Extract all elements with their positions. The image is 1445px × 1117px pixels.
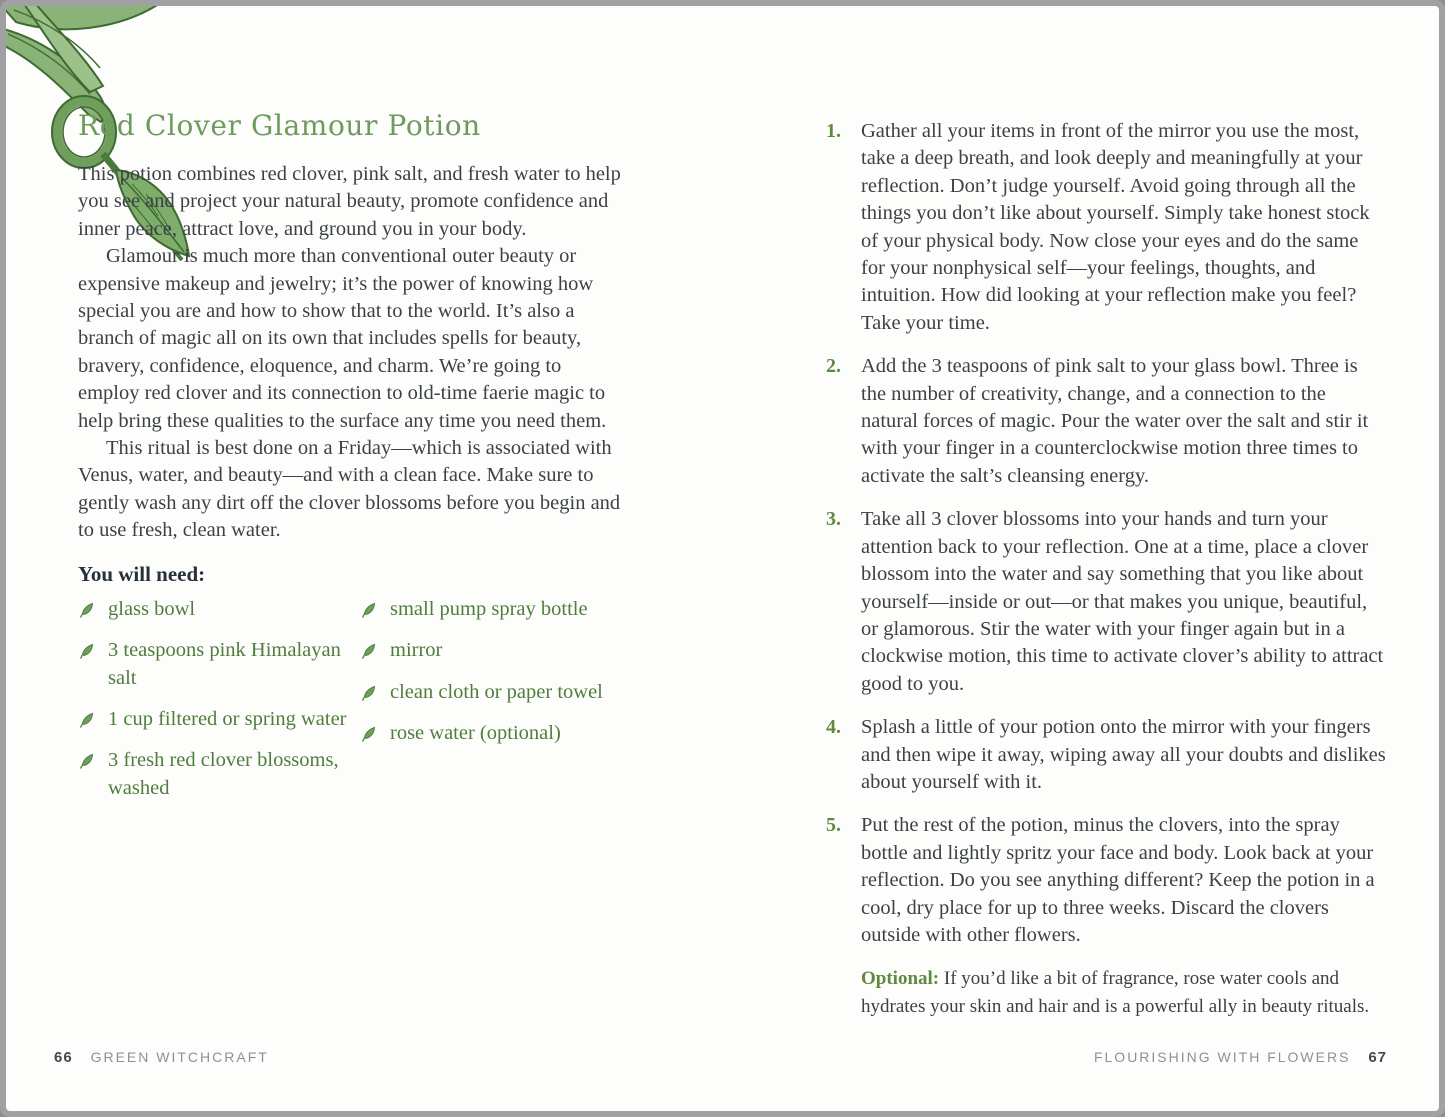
step-number: 3. — [826, 508, 841, 531]
step-number: 4. — [826, 716, 841, 739]
needs-heading: You will need: — [78, 561, 206, 586]
need-item-label: 1 cup filtered or spring water — [108, 707, 347, 730]
need-item-label: small pump spray bottle — [390, 597, 588, 620]
leaf-bullet-icon — [78, 712, 95, 729]
need-item — [78, 706, 360, 733]
need-item-label: rose water (optional) — [390, 721, 561, 744]
step-1 — [826, 118, 1386, 337]
need-item-label: glass bowl — [108, 597, 196, 620]
step-number: 2. — [826, 355, 841, 378]
step-text: Gather all your items in front of the mirror you use the most, take a deep breath, and look deeply and meaningfully at your reflection. Don’t judge yourself. Avoid going through all the things you don’t like about yourself. Simply take honest stock of your physical body. Now close your eyes and do the same for your nonphysical self—your feelings, thoughts, and intuition. How did looking at your reflection make you feel? Take your time. — [861, 120, 1370, 334]
need-item — [360, 637, 626, 664]
need-item — [360, 679, 626, 706]
step-text: Put the rest of the potion, minus the clovers, into the spray bottle and lightly spritz your face and body. Look back at your reflection. Do you see anything different? Keep the potion in a cool, dry place for up to three weeks. Discard the clovers outside with other flowers. — [861, 814, 1375, 946]
left-page-number: 66 — [54, 1049, 73, 1066]
need-item-label: mirror — [390, 639, 443, 662]
need-item — [78, 637, 360, 692]
right-page-footer — [1094, 1049, 1387, 1066]
need-item-label: clean cloth or paper towel — [390, 680, 603, 703]
intro-paragraph-2: Glamour is much more than conventional outer beauty or expensive makeup and jewelry; it’s the power of knowing how special you are and how to show that to the world. It’s also a branch of magic all on its own that includes spells for beauty, bravery, confidence, eloquence, and charm. We’re going to employ red clover and its connection to old-time faerie magic to help bring these qualities to the surface any time you need them. — [78, 245, 607, 432]
need-item-label: 3 fresh red clover blossoms, washed — [108, 749, 339, 799]
step-text: Splash a little of your potion onto the mirror with your fingers and then wipe it away, wiping away all your doubts and dislikes about yourself with it. — [861, 716, 1386, 793]
book-title: GREEN WITCHCRAFT — [90, 1049, 269, 1065]
leaf-bullet-icon — [360, 726, 377, 743]
optional-label: Optional: — [861, 968, 940, 990]
chapter-title: FLOURISHING WITH FLOWERS — [1093, 1049, 1351, 1065]
need-item — [360, 720, 626, 747]
leaf-bullet-icon — [360, 685, 377, 702]
intro-paragraph-1: This potion combines red clover, pink salt, and fresh water to help you see and project your natural beauty, promote confidence and inner peace, attract love, and ground you in your body. — [78, 163, 621, 240]
optional-note — [861, 965, 1386, 1021]
intro-paragraph-3: This ritual is best done on a Friday—which is associated with Venus, water, and beauty—and with a clean face. Make sure to gently wash any dirt off the clover blossoms before you begin and to use fresh, clean water. — [78, 437, 621, 542]
left-page — [78, 109, 626, 816]
need-item — [78, 596, 360, 623]
step-number: 1. — [826, 120, 841, 142]
step-number: 5. — [826, 814, 841, 837]
leaf-bullet-icon — [360, 602, 377, 619]
left-page-footer — [54, 1049, 269, 1066]
leaf-bullet-icon — [78, 602, 95, 619]
steps-list — [826, 118, 1386, 949]
needs-column-1 — [78, 596, 360, 816]
step-4 — [826, 714, 1386, 796]
need-item-label: 3 teaspoons pink Himalayan salt — [108, 639, 341, 689]
leaf-bullet-icon — [78, 753, 95, 770]
need-item — [78, 747, 360, 802]
need-item — [360, 596, 626, 623]
step-3 — [826, 506, 1386, 698]
step-text: Add the 3 teaspoons of pink salt to your glass bowl. Three is the number of creativity, change, and a connection to the natural forces of magic. Pour the water over the salt and stir it with your finger in a counterclockwise motion three times to activate the salt’s cleansing energy. — [861, 355, 1369, 487]
step-2 — [826, 353, 1386, 490]
right-page — [826, 118, 1386, 1021]
right-page-number: 67 — [1368, 1049, 1387, 1066]
leaf-bullet-icon — [360, 643, 377, 660]
needs-list — [78, 596, 626, 816]
step-text: Take all 3 clover blossoms into your hands and turn your attention back to your reflection. One at a time, place a clover blossom into the water and say something that you like about yourself—inside or out—or that makes you unique, beautiful, or glamorous. Stir the water with your finger again but in a clockwise motion, this time to activate clover’s ability to attract good to you. — [861, 508, 1384, 695]
optional-text: If you’d like a bit of fragrance, rose water cools and hydrates your skin and hair and is a powerful ally in beauty rituals. — [861, 968, 1370, 1018]
leaf-bullet-icon — [78, 643, 95, 660]
step-5 — [826, 812, 1386, 949]
needs-column-2 — [360, 596, 626, 816]
recipe-title: Red Clover Glamour Potion — [78, 109, 481, 142]
